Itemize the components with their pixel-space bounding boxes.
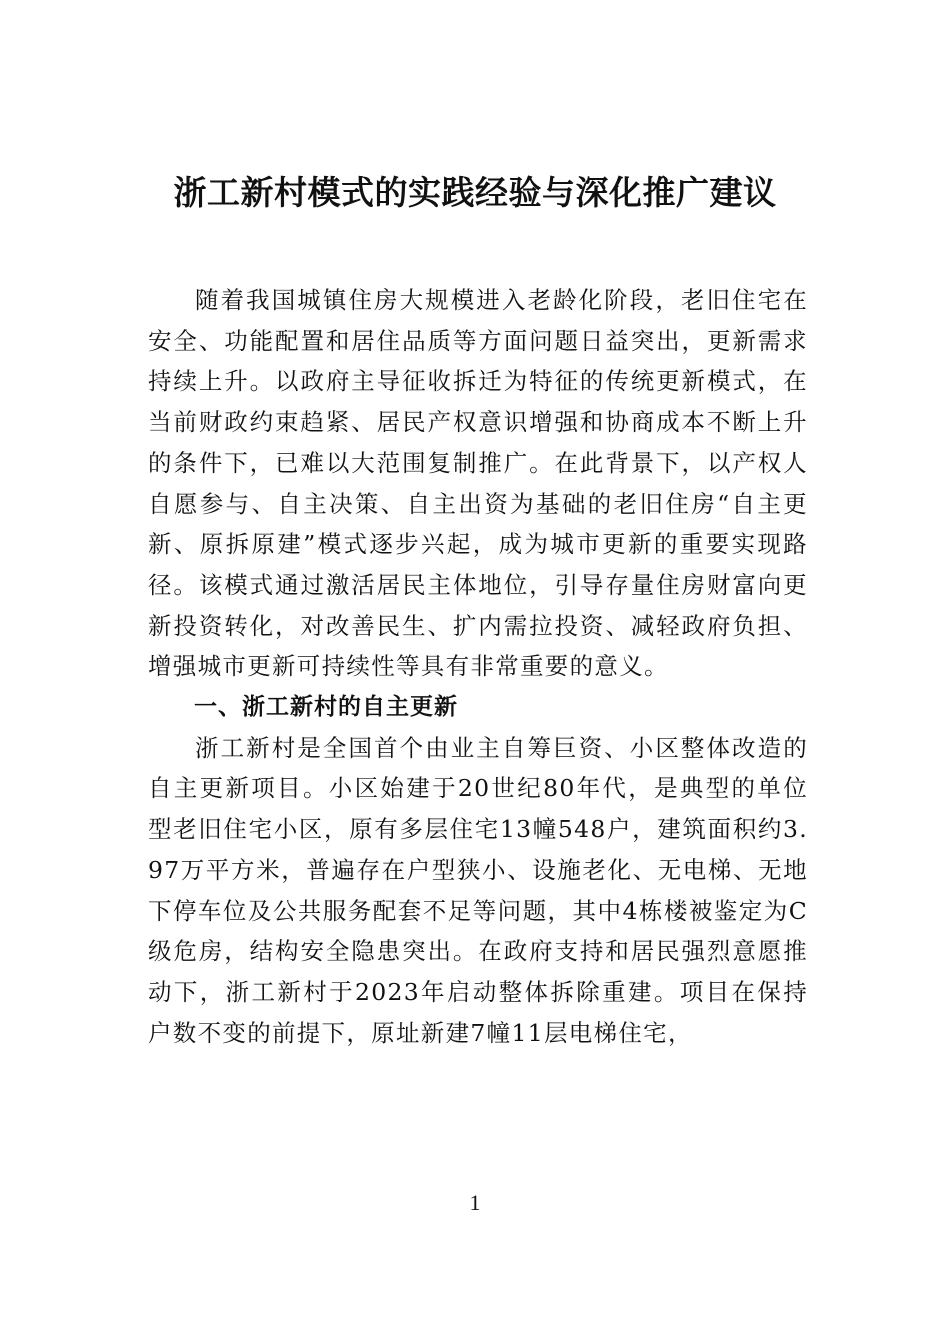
document-body: [148, 280, 808, 1094]
section-paragraph: 浙工新村是全国首个由业主自筹巨资、小区整体改造的自主更新项目。小区始建于20世纪80年代，是典型的单位型老旧住宅小区，原有多层住宅13幢548户，建筑面积约3.97万平方米，普遍存在户型狭小、设施老化、无电梯、无地下停车位及公共服务配套不足等问题，其中4栋楼被鉴定为C级危房，结构安全隐患突出。在政府支持和居民强烈意愿推动下，浙工新村于2023年启动整体拆除重建。项目在保持户数不变的前提下，原址新建7幢11层电梯住宅，: [148, 733, 808, 1047]
intro-paragraph: 随着我国城镇住房大规模进入老龄化阶段，老旧住宅在安全、功能配置和居住品质等方面问题日益突出，更新需求持续上升。以政府主导征收拆迁为特征的传统更新模式，在当前财政约束趋紧、居民产权意识增强和协商成本不断上升的条件下，已难以大范围复制推广。在此背景下，以产权人自愿参与、自主决策、自主出资为基础的老旧住房“自主更新、原拆原建”模式逐步兴起，成为城市更新的重要实现路径。该模式通过激活居民主体地位，引导存量住房财富向更新投资转化，对改善民生、扩内需拉投资、减轻政府负担、增强城市更新可持续性等具有非常重要的意义。: [148, 286, 808, 681]
document-title: 浙工新村模式的实践经验与深化推广建议: [173, 173, 777, 212]
page-number: 1: [469, 1190, 481, 1215]
section-heading: 一、浙工新村的自主更新: [194, 694, 458, 721]
